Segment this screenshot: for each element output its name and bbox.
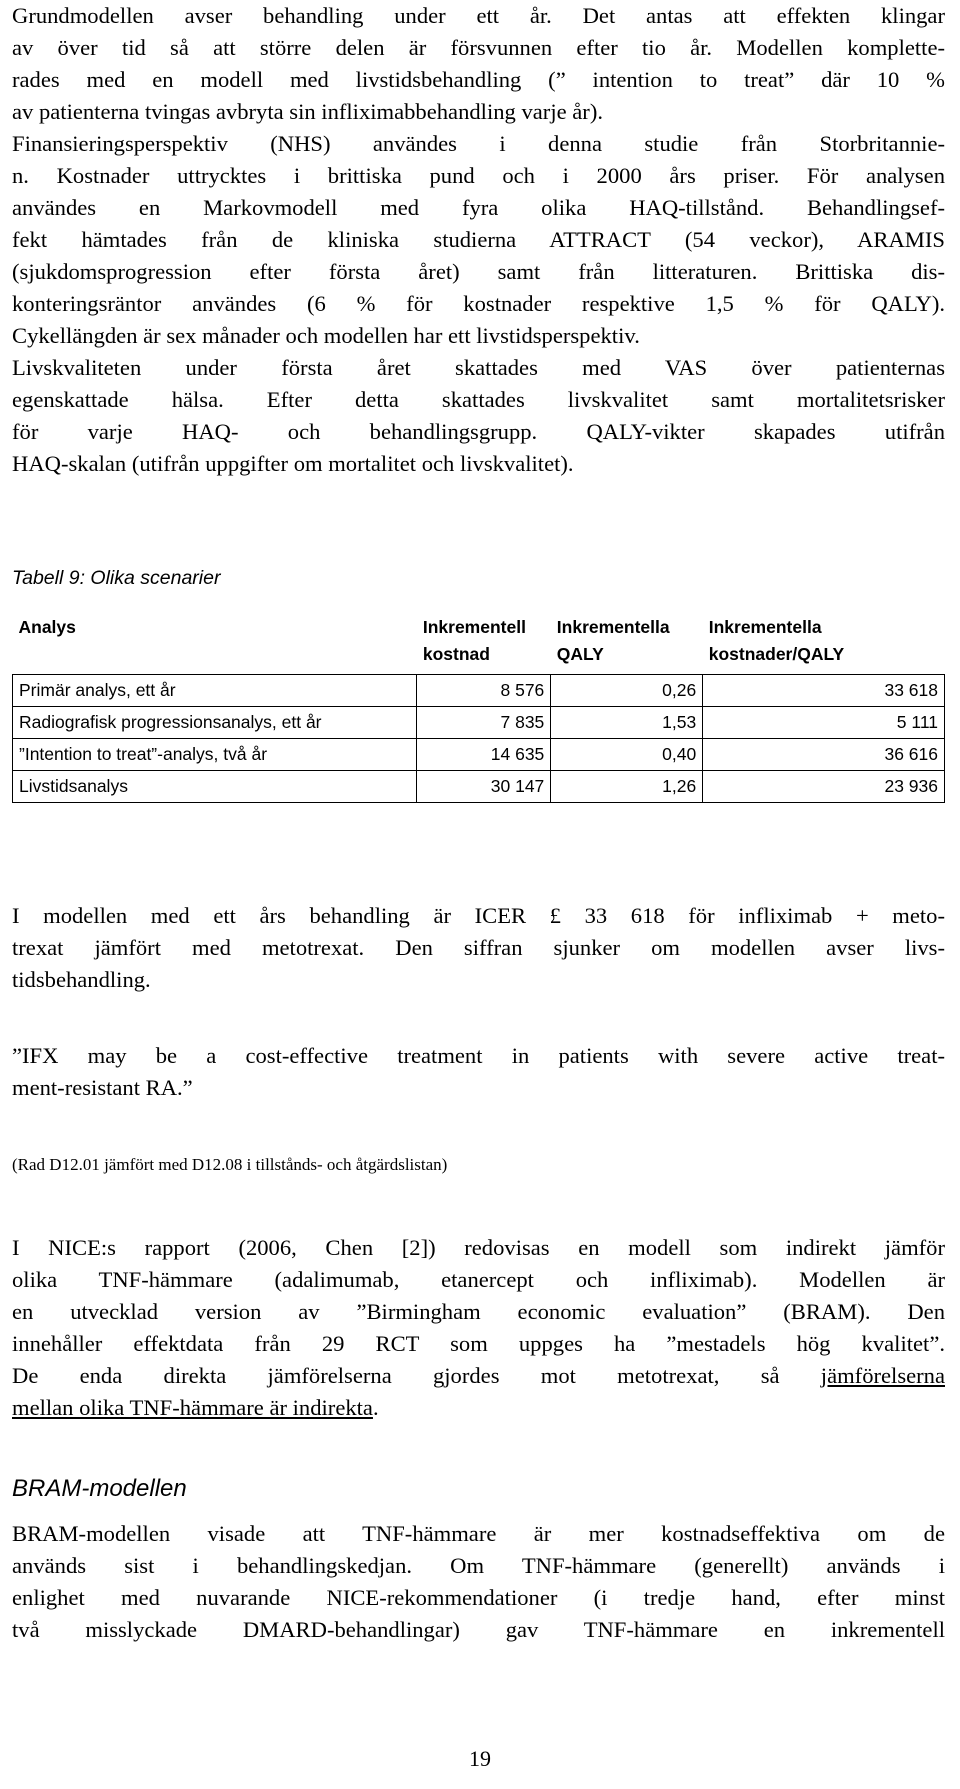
cell-kostnad-per-qaly: 36 616 — [703, 739, 945, 771]
text-line: ”IFX may be a cost-effective treatment in patients with severe active treat- — [12, 1043, 945, 1068]
text-line: rades med en modell med livstidsbehandling (” intention to treat” där 10 % — [12, 67, 945, 92]
text-line: en utvecklad version av ”Birmingham economic evaluation” (BRAM). Den — [12, 1299, 945, 1324]
text-line: (sjukdomsprogression efter första året) samt från litteraturen. Brittiska dis- — [12, 259, 945, 284]
cell-qaly: 0,40 — [551, 739, 703, 771]
paragraph-quote — [12, 1040, 945, 1104]
cell-kostnad: 14 635 — [417, 739, 551, 771]
cell-analys: Livstidsanalys — [13, 771, 417, 803]
text-line: av patienterna tvingas avbryta sin infliximabbehandling varje år). — [12, 99, 604, 124]
text-line — [12, 1392, 945, 1424]
header-inkrementella-qaly: Inkrementella QALY — [551, 610, 703, 675]
cell-analys: Radiografisk progressionsanalys, ett år — [13, 707, 417, 739]
text-line: trexat jämfört med metotrexat. Den siffran sjunker om modellen avser livs- — [12, 935, 945, 960]
text-line: ment-resistant RA.” — [12, 1075, 193, 1100]
header-analys: Analys — [13, 610, 417, 675]
text-line: Livskvaliteten under första året skattades med VAS över patienternas — [12, 355, 945, 380]
table-row — [13, 771, 945, 803]
cell-qaly: 0,26 — [551, 675, 703, 707]
paragraph-nice-report — [12, 1232, 945, 1424]
paragraph-bram — [12, 1518, 945, 1646]
text-line: I NICE:s rapport (2006, Chen [2]) redovisas en modell som indirekt jämför — [12, 1235, 945, 1260]
table-row — [13, 675, 945, 707]
paragraph-icer — [12, 900, 945, 996]
text-line: BRAM-modellen visade att TNF-hämmare är mer kostnadseffektiva om de — [12, 1521, 945, 1546]
reference-note: (Rad D12.01 jämfört med D12.08 i tillstånds- och åtgärdslistan) — [12, 1155, 448, 1174]
text-line: konteringsräntor användes (6 % för kostnader respektive 1,5 % för QALY). — [12, 291, 945, 316]
text-line: HAQ-skalan (utifrån uppgifter om mortalitet och livskvalitet). — [12, 451, 574, 476]
text-line: I modellen med ett års behandling är ICER £ 33 618 för infliximab + meto- — [12, 903, 945, 928]
text-line: av över tid så att större delen är försvunnen efter tio år. Modellen komplette- — [12, 35, 945, 60]
text-line: används sist i behandlingskedjan. Om TNF-hämmare (generellt) används i — [12, 1553, 945, 1578]
cell-kostnad: 8 576 — [417, 675, 551, 707]
cell-analys: Primär analys, ett år — [13, 675, 417, 707]
text-line: för varje HAQ- och behandlingsgrupp. QALY-vikter skapades utifrån — [12, 419, 945, 444]
text-line: innehåller effektdata från 29 RCT som uppges ha ”mestadels hög kvalitet”. — [12, 1331, 945, 1356]
cell-kostnad-per-qaly: 33 618 — [703, 675, 945, 707]
text-line: enlighet med nuvarande NICE-rekommendationer (i tredje hand, efter minst — [12, 1585, 945, 1610]
text-line: Grundmodellen avser behandling under ett år. Det antas att effekten klingar — [12, 3, 945, 28]
cell-kostnad: 30 147 — [417, 771, 551, 803]
table-header-row — [13, 610, 945, 675]
text-line: n. Kostnader uttrycktes i brittiska pund och i 2000 års priser. För analysen — [12, 163, 945, 188]
text-line: olika TNF-hämmare (adalimumab, etanercept och infliximab). Modellen är — [12, 1267, 945, 1292]
cell-kostnad-per-qaly: 5 111 — [703, 707, 945, 739]
text-run: De enda direkta jämförelserna gjordes mot metotrexat, så — [12, 1363, 821, 1388]
table-row — [13, 707, 945, 739]
underlined-text: mellan olika TNF-hämmare är indirekta — [12, 1395, 373, 1420]
text-line: fekt hämtades från de kliniska studierna ATTRACT (54 veckor), ARAMIS — [12, 227, 945, 252]
paragraph-model-description — [12, 0, 945, 480]
table-row — [13, 739, 945, 771]
text-line: användes en Markovmodell med fyra olika HAQ-tillstånd. Behandlingsef- — [12, 195, 945, 220]
cell-kostnad-per-qaly: 23 936 — [703, 771, 945, 803]
text-line: Cykellängden är sex månader och modellen har ett livstidsperspektiv. — [12, 323, 640, 348]
text-run: . — [372, 1395, 379, 1420]
cell-analys: ”Intention to treat”-analys, två år — [13, 739, 417, 771]
text-line: tidsbehandling. — [12, 967, 151, 992]
section-heading: BRAM-modellen — [12, 1475, 187, 1502]
page-number: 19 — [469, 1746, 491, 1771]
table-caption: Tabell 9: Olika scenarier — [12, 567, 221, 589]
scenario-table — [12, 610, 945, 803]
header-kostnader-per-qaly: Inkrementella kostnader/QALY — [703, 610, 945, 675]
cell-qaly: 1,53 — [551, 707, 703, 739]
text-line: två misslyckade DMARD-behandlingar) gav TNF-hämmare en inkrementell — [12, 1617, 945, 1642]
cell-kostnad: 7 835 — [417, 707, 551, 739]
header-inkrementell-kostnad: Inkrementell kostnad — [417, 610, 551, 675]
cell-qaly: 1,26 — [551, 771, 703, 803]
text-line: egenskattade hälsa. Efter detta skattades livskvalitet samt mortalitetsrisker — [12, 387, 945, 412]
text-line: Finansieringsperspektiv (NHS) användes i denna studie från Storbritannie- — [12, 131, 945, 156]
text-line — [12, 1360, 945, 1392]
underlined-text: jämförelserna — [820, 1363, 945, 1388]
